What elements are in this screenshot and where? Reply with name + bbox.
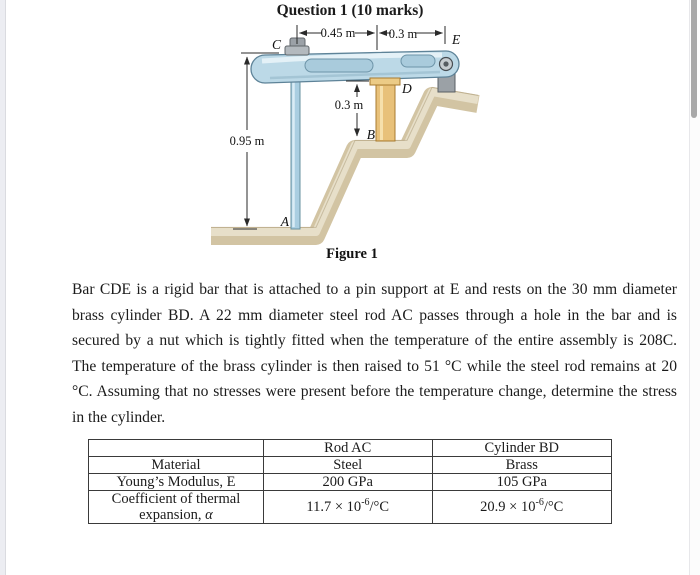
dim-03m-cylinder: 0.3 m — [334, 98, 364, 112]
question-title: Question 1 (10 marks) — [276, 2, 424, 19]
problem-text-line: brass cylinder BD. A 22 mm diameter steel rod AC passes through a hole in the bar and is — [72, 306, 677, 324]
material-cylinder: Brass — [432, 457, 611, 474]
header-cylinder-bd: Cylinder BD — [432, 440, 611, 457]
problem-text-line: secured by a nut which is tightly fitted when the temperature of the entire assembly is 208C. — [72, 332, 677, 349]
pin-e — [440, 58, 453, 71]
problem-statement — [72, 277, 677, 430]
table-corner-cell — [89, 440, 264, 457]
alpha-symbol: α — [205, 507, 213, 523]
problem-text-line: °C. Assuming that no stresses were present before the temperature change, determine the stress — [72, 383, 677, 400]
dim-095m: 0.95 m — [229, 134, 265, 148]
row-label-modulus: Young’s Modulus, E — [89, 474, 264, 491]
row-label-material: Material — [89, 457, 264, 474]
point-label-d: D — [402, 81, 412, 96]
thermal-rod: $11.7 \times 10^{-6}/^\circ C$ — [263, 491, 432, 524]
point-label-e: E — [452, 32, 461, 47]
figure-caption: Figure 1 — [326, 246, 378, 262]
thermal-cylinder: $20.9 \times 10^{-6}/^\circ C$ — [432, 491, 611, 524]
properties-table — [88, 439, 612, 524]
point-label-a: A — [280, 214, 289, 229]
problem-text-line: in the cylinder. — [72, 408, 166, 426]
scrollbar-track[interactable] — [689, 0, 700, 575]
modulus-cylinder: 105 GPa — [432, 474, 611, 491]
modulus-rod: 200 GPa — [263, 474, 432, 491]
page-edge — [0, 0, 6, 575]
scrollbar-thumb[interactable] — [691, 0, 697, 118]
figure-diagram — [210, 20, 505, 265]
bar-slot-left — [305, 59, 373, 72]
bar-cde — [251, 51, 459, 83]
header-rod-ac: Rod AC — [263, 440, 432, 457]
point-label-c: C — [271, 37, 281, 52]
dim-03m-top: 0.3 m — [388, 27, 418, 41]
bar-slot-right — [401, 55, 435, 67]
point-label-b: B — [366, 127, 375, 142]
dim-045m: 0.45 m — [320, 26, 356, 40]
problem-text-line: The temperature of the brass cylinder is then raised to 51 °C while the steel rod remains at 20 — [72, 357, 677, 375]
material-rod: Steel — [263, 457, 432, 474]
problem-text-line: Bar CDE is a rigid bar that is attached to a pin support at E and rests on the 30 mm diameter — [72, 281, 677, 298]
row-label-thermal-expansion: Coefficient of thermal expansion, α — [89, 491, 264, 524]
